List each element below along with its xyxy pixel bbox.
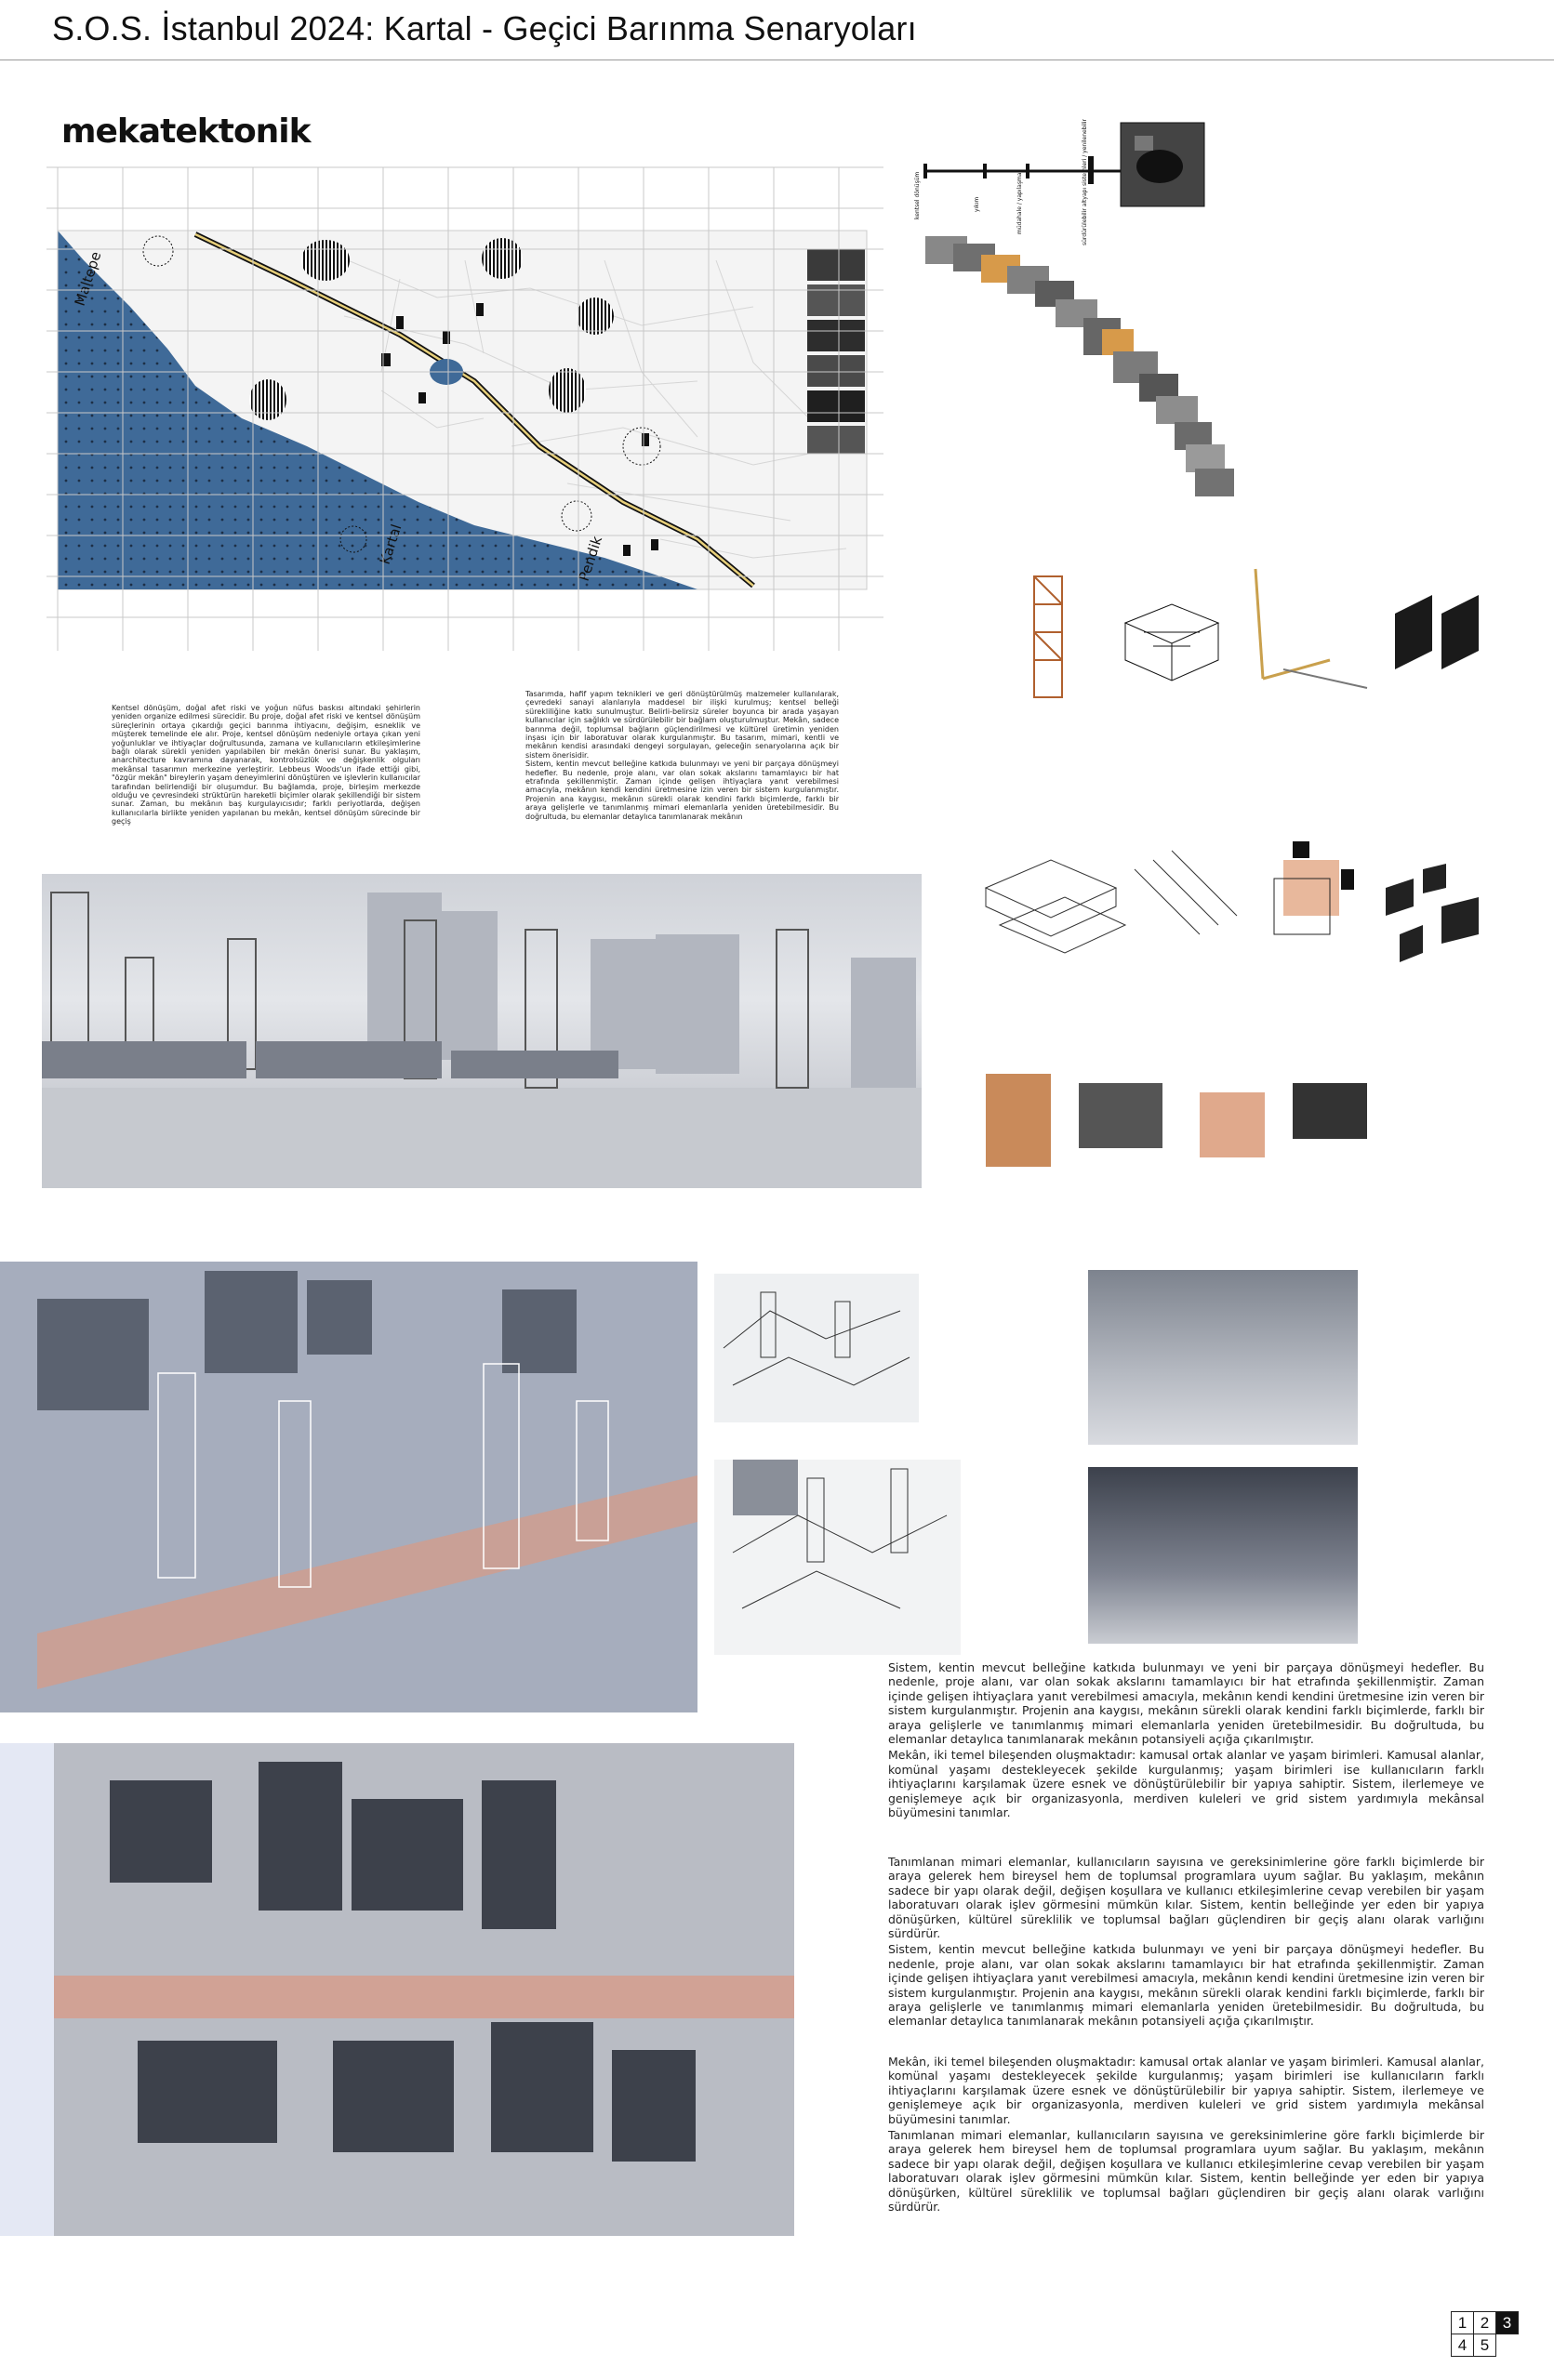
- page-index: [1451, 2311, 1525, 2367]
- paragraph: Tasarımda, hafif yapım teknikleri ve geri dönüştürülmüş malzemeler kullanılarak, çevredeki sanayi alanlarıyla maddesel bir ilişki kurulmuş; kentsel belleği sürekliliğine katkı sunulmuştur. Belirli-belirsiz süreler boyunca bir arada yaşayan kullanıcılar için sağlıklı ve sürdürülebilir bir bağlam oluşturulmuştur. Mekân, sadece barınma değil, toplumsal bağların güçlendirilmesi ve kültürel üretimin yeniden inşası için bir laboratuvar olarak kurgulanmıştır. Bu tasarım, mimari, kentli ve mekânın kendisi arasındaki dengeyi sorgulayan, geleceğin senaryolarına açık bir sistem önerisidir.: [525, 690, 839, 760]
- diagram-label-yikim: yıkım: [974, 196, 980, 212]
- truss-diagram: [986, 851, 1237, 953]
- paragraph: Sistem, kentin mevcut belleğine katkıda bulunmayı ve yeni bir parçaya dönüşmeyi hedefler. Bu nedenle, proje alanı, var olan sokak akslarını tamamlayıcı bir hat etrafında şekillenmiştir. Zaman içinde gelişen ihtiyaçlara yanıt verebilmesi amacıyla, mekânın kendi kendini üretmesine izin veren bir sistem kurgulanmıştır. Projenin ana kaygısı, mekânın sürekli olarak kendini farklı biçimlerde, farklı bir araya gelişlerle ve tanımlanmış mimari elemanlarla yeniden üretebilmesidir. Bu doğrultuda, bu elemanlar detaylıca tanımlanarak mekânın: [525, 760, 839, 821]
- stair-module: [1125, 604, 1218, 681]
- paragraph: Tanımlanan mimari elemanlar, kullanıcıların sayısına ve gereksinimlerine göre farklı biçimlerde bir araya gelerek hem bireysel hem de toplumsal programlara uyum sağlar. Bu yaklaşım, mekânın sadece bir yapı olarak değil, değişen koşullara ve kullanıcı etkileşimlerine cevap verebilen bir yaşam laboratuvarı olarak işlev görmesini mümkün kılar. Sistem, kentin belleğinde yer eden bir yapıya dönüşürken, kültürel süreklilik ve toplumsal bağları güçlendiren bir geçiş alanı olarak varlığını sürdürür.: [888, 2128, 1484, 2215]
- page-title: S.O.S. İstanbul 2024: Kartal - Geçici Barınma Senaryoları: [52, 9, 917, 47]
- district-label-maltepe: Maltepe: [71, 249, 105, 309]
- paragraph: Tanımlanan mimari elemanlar, kullanıcıların sayısına ve gereksinimlerine göre farklı biçimlerde bir araya gelerek hem bireysel hem de toplumsal programlara uyum sağlar. Bu yaklaşım, mekânın sadece bir yapı olarak değil, değişen koşullara ve kullanıcı etkileşimlerine cevap verebilen bir yaşam laboratuvarı olarak işlev görmesini mümkün kılar. Sistem, kentin belleğinde yer eden bir yapıya dönüşürken, kültürel süreklilik ve toplumsal bağları güçlendiren bir geçiş alanı olarak varlığını sürdürür.: [888, 1855, 1484, 1941]
- text-block-right-3: [888, 2055, 1484, 2215]
- diagram-label-kentsel-donusum: kentsel dönüşüm: [914, 171, 921, 219]
- text-block-mid: [525, 690, 839, 821]
- page-number-1[interactable]: 1: [1451, 2311, 1474, 2334]
- exploded-modules: [976, 832, 1516, 1223]
- page-number-3[interactable]: 3: [1495, 2311, 1519, 2334]
- plan-masses: [110, 1762, 696, 2162]
- render-street-view-1: [1088, 1270, 1358, 1445]
- crane-element: [1255, 569, 1330, 679]
- brand-logo-text: mekatektonik: [61, 112, 311, 151]
- aerial-tiles: [925, 236, 1234, 496]
- scaffold-tower-red: [1034, 576, 1062, 697]
- render-perspective-1: [714, 1274, 919, 1422]
- component-axonometrics: [1023, 558, 1507, 707]
- text-block-left: [112, 704, 420, 826]
- render-perspective-2: [714, 1460, 961, 1655]
- process-diagram: [916, 115, 1251, 515]
- text-block-right-2: [888, 1855, 1484, 2030]
- modular-cube: [1274, 841, 1354, 934]
- text-block-right-1: [888, 1660, 1484, 1821]
- render-plan-view: [0, 1743, 794, 2236]
- paragraph: Sistem, kentin mevcut belleğine katkıda bulunmayı ve yeni bir parçaya dönüşmeyi hedefler. Bu nedenle, proje alanı, var olan sokak akslarını tamamlayıcı bir hat etrafında şekillenmiştir. Zaman içinde gelişen ihtiyaçlara yanıt verebilmesi amacıyla, mekânın kendi kendini üretmesine izin veren bir sistem kurgulanmıştır. Projenin ana kaygısı, mekânın sürekli olarak kendini farklı biçimlerde, farklı bir araya gelişlerle ve tanımlanmış mimari elemanlarla yeniden üretebilmesidir. Bu doğrultuda, bu elemanlar detaylıca tanımlanarak mekânın potansiyeli açığa çıkarılmıştır.: [888, 1660, 1484, 1747]
- diagram-label-altyapi: sürdürülebilir altyapı sistemleri / yenilenebilir: [1082, 119, 1088, 245]
- paragraph: Kentsel dönüşüm, doğal afet riski ve yoğun nüfus baskısı altındaki şehirlerin yeniden organize edilmesi sürecidir. Bu proje, doğal afet riski ve kentsel dönüşüm süreçlerinin ortaya çıkardığı geçici barınma ihtiyacını, değişim, esneklik ve müşterek temelinde ele alır. Proje, kentsel dönüşüm nedeniyle ortaya çıkan yeni yoğunluklar ve ihtiyaçlar doğrultusunda, zamana ve kullanıcıların etkileşimlerine bağlı olarak sürekli yeniden yapılabilen bir mekân önerisi sunar. Bu yaklaşım, anarchitecture kavramına dayanarak, kontrolsüzlük ve değişkenlik olguları mekânsal tasarımın merkezine yerleştirir. Lebbeus Woods'un ifade ettiği gibi, "özgür mekân" bireylerin yaşam deneyimlerini dönüştüren ve işlevlerin kullanıcılar tarafından belirlendiği bir oluşumdur. Bu bağlamda, proje, birleşim merkezde olduğu ve çevresindeki strüktürün hareketli biçimler olarak şekillendiği bir sistem sunar. Zaman, bu mekânın baş kurgulayıcısıdır; farklı periyotlarda, değişen kullanıcılarla birlikte yeniden yapılanan bu mekân, kentsel dönüşüm sürecinde bir geçiş: [112, 704, 420, 826]
- district-label-kartal: Kartal: [376, 522, 405, 567]
- render-street-view-2: [1088, 1467, 1358, 1644]
- small-axos: [986, 1074, 1367, 1167]
- site-map: [46, 149, 883, 651]
- district-label-pendik: Pendik: [575, 534, 606, 584]
- background-buildings: [367, 892, 916, 1088]
- render-panorama: [42, 874, 922, 1188]
- solar-panels: [1395, 595, 1479, 669]
- paragraph: Mekân, iki temel bileşenden oluşmaktadır: kamusal ortak alanlar ve yaşam birimleri. Kamusal alanlar, komünal yaşamı destekleyecek şekilde kurgulanmış; yaşam birimleri ise kullanıcıların farklı ihtiyaçlarını karşılamak üzere esnek ve dönüştürülebilir bir yapıya sahiptir. Sistem, ilerlemeye ve genişlemeye açık bir organizasyonla, merdiven kuleleri ve grid sistem yardımıyla mekânsal büyümesini tanımlar.: [888, 2055, 1484, 2126]
- site-map-drawing: [46, 149, 883, 651]
- exploded-blocks: [1386, 864, 1479, 962]
- render-aerial: [0, 1262, 697, 1712]
- paragraph: Sistem, kentin mevcut belleğine katkıda bulunmayı ve yeni bir parçaya dönüşmeyi hedefler. Bu nedenle, proje alanı, var olan sokak akslarını tamamlayıcı bir hat etrafında şekillenmiştir. Zaman içinde gelişen ihtiyaçlara yanıt verebilmesi amacıyla, mekânın kendi kendini üretmesine izin veren bir sistem kurgulanmıştır. Projenin ana kaygısı, mekânın sürekli olarak kendini farklı biçimlerde, farklı bir araya gelişlerle ve tanımlanmış mimari elemanlarla yeniden üretebilmesidir. Bu doğrultuda, bu elemanlar detaylıca tanımlanarak mekânın potansiyeli açığa çıkarılmıştır.: [888, 1942, 1484, 2029]
- diagram-label-mudahale: müdahale / yapılaşma: [1016, 172, 1023, 234]
- page-header: [0, 0, 1554, 60]
- crane-boom: [1283, 669, 1367, 688]
- page-number-4[interactable]: 4: [1451, 2334, 1474, 2357]
- page-number-2[interactable]: 2: [1473, 2311, 1496, 2334]
- paragraph: Mekân, iki temel bileşenden oluşmaktadır: kamusal ortak alanlar ve yaşam birimleri. Kamusal alanlar, komünal yaşamı destekleyecek şekilde kurgulanmış; yaşam birimleri ise kullanıcıların farklı ihtiyaçlarını karşılamak üzere esnek ve dönüştürülebilir bir yapıya sahiptir. Sistem, ilerlemeye ve genişlemeye açık bir organizasyonla, merdiven kuleleri ve grid sistem yardımıyla mekânsal büyümesini tanımlar.: [888, 1748, 1484, 1820]
- modules: [42, 1041, 618, 1078]
- page-number-5[interactable]: 5: [1473, 2334, 1496, 2357]
